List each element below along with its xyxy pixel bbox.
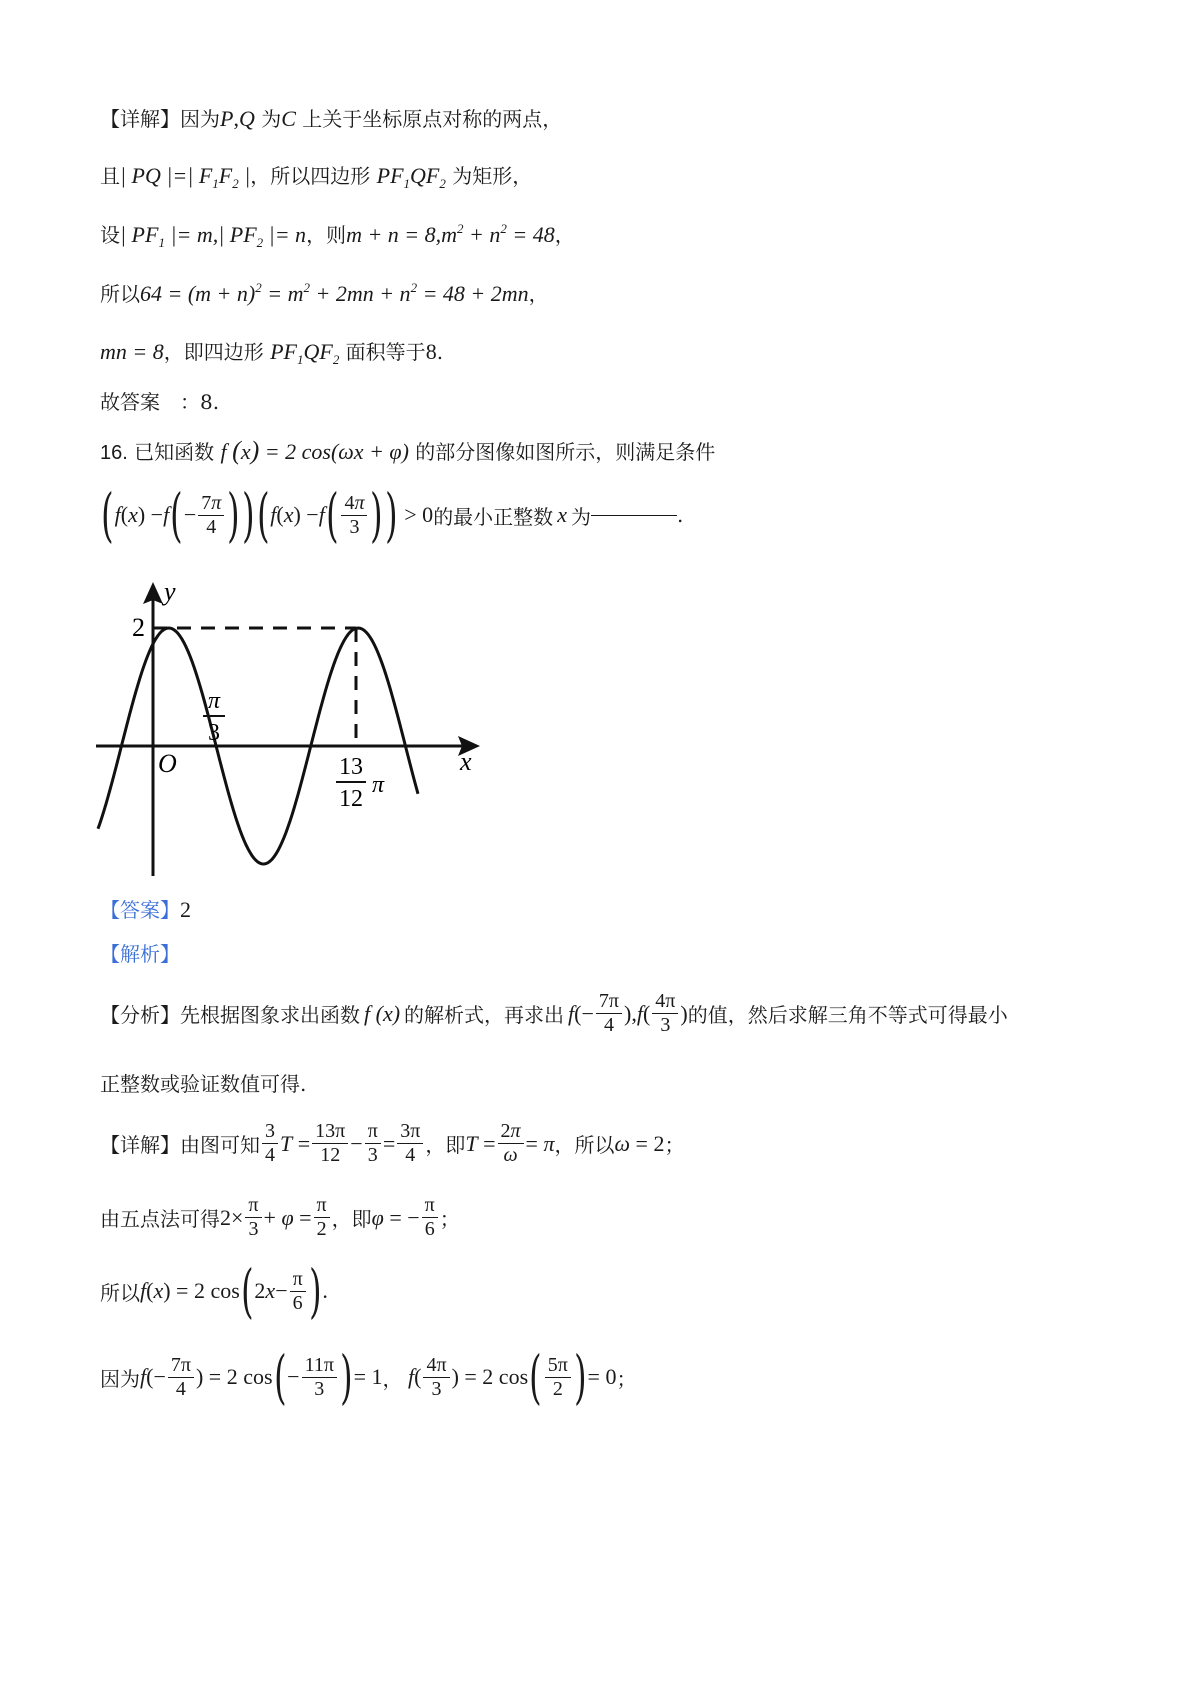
p16-sol-line3 (100, 1257, 328, 1325)
frac-4pi-3: $\frac{4\pi}{3}$ (652, 990, 678, 1037)
math: = (382, 1130, 396, 1156)
p16-stem (100, 436, 715, 466)
text: 的最小正整数 (433, 504, 554, 529)
analysis-line2: 正整数或验证数值可得. (100, 1072, 307, 1096)
frac-pi-3: $\frac{\pi}{3}$ (365, 1120, 381, 1167)
frac-2pi-omega: $\frac{2\pi}{\omega}$ (498, 1120, 524, 1167)
text: 为矩形， (445, 164, 533, 188)
math-pq-eq: | PQ |=| $F_1F_2$ | (120, 163, 251, 191)
p15-line1 (100, 103, 562, 132)
frac-pi-3: $\frac{\pi}{3}$ (245, 1194, 261, 1241)
p16-sol-line4 (100, 1343, 637, 1411)
text: ，即 (331, 1207, 372, 1231)
text: 由五点法可得 (100, 1207, 220, 1231)
math: ( (642, 1000, 651, 1026)
text: 且 (100, 164, 120, 188)
detail-label: 【详解】 (100, 107, 180, 131)
paren: ( (256, 481, 270, 549)
p15-line2 (100, 160, 532, 192)
peak-label-pi: π (372, 772, 385, 798)
origin-label: O (158, 749, 177, 778)
text: ， (554, 223, 575, 247)
paren: ( (325, 481, 339, 549)
paren: ) (573, 1343, 587, 1411)
frac-5pi-2: $\frac{5\pi}{2}$ (545, 1354, 571, 1401)
frac-7pi-4: $\frac{7\pi}{4}$ (198, 492, 224, 539)
math: > 0 (398, 502, 434, 527)
math-comma: , (233, 106, 239, 131)
frac-pi-2: $\frac{\pi}{2}$ (314, 1194, 330, 1241)
answer-value: 2 (180, 897, 191, 922)
text: 面积等于 (339, 340, 426, 364)
text: ，所以四边形 (250, 164, 377, 188)
max-value-label: 2 (132, 613, 145, 642)
math: ) − (137, 502, 164, 527)
paren: ) (227, 481, 240, 549)
math: x (153, 1278, 164, 1303)
analysis-label: 【解析】 (100, 942, 180, 966)
text: 所以 (100, 1280, 140, 1305)
paren: ( (529, 1343, 542, 1411)
math: π (543, 1130, 555, 1156)
answer-line (100, 894, 191, 923)
frac-pi-6: $\frac{\pi}{6}$ (290, 1268, 306, 1315)
math-mn-eqs: $m + n = 8,m^2 + n^2 = 48$ (346, 221, 555, 247)
text: . (436, 340, 444, 364)
detail-label: 【详解】 (100, 1133, 180, 1157)
math: f (270, 502, 277, 527)
math: φ (275, 1204, 300, 1230)
text: ，即 (425, 1133, 466, 1157)
zero-label-num: π (207, 688, 221, 714)
math: ) − (293, 502, 319, 527)
text: 的部分图像如图所示，则满足条件 (415, 440, 716, 464)
text: 的解析式，再求出 (404, 1003, 565, 1027)
text: 所以 (100, 282, 140, 306)
math-fx: f (x) (364, 1000, 401, 1026)
text: ， (382, 1366, 403, 1391)
math: ( (120, 502, 129, 527)
math-f: f (636, 1000, 643, 1026)
math: T (280, 1130, 298, 1156)
math: . (322, 1278, 328, 1303)
math: + (263, 1204, 276, 1230)
math: = (297, 1130, 311, 1156)
math: f (163, 502, 170, 527)
math: ) (680, 1000, 688, 1026)
p15-line5 (100, 336, 443, 368)
math-function-def: f (x) = 2 cos(ωx + φ) (220, 436, 409, 465)
math: − (183, 502, 197, 527)
text: ，则 (306, 223, 347, 247)
frac-3pi-4: $\frac{3\pi}{4}$ (397, 1120, 423, 1167)
text: 为 (254, 107, 282, 131)
math: f (114, 502, 121, 527)
math: ) = 2 cos (163, 1278, 240, 1303)
math: = 0 (587, 1364, 617, 1389)
math-8: 8 (425, 339, 437, 364)
zero-label-den: 3 (208, 720, 220, 746)
text: 已知函数 (134, 440, 215, 464)
analysis-body-label: 【分析】 (100, 1003, 180, 1027)
p15-line4 (100, 278, 549, 307)
p16-sol-line2 (100, 1194, 460, 1241)
math: − (350, 1130, 363, 1156)
math: − (287, 1364, 300, 1389)
p16-sol-line1 (100, 1120, 684, 1167)
y-axis-label: y (164, 578, 176, 606)
text: ； (439, 1207, 460, 1231)
math-mn-8: mn = 8 (100, 339, 164, 364)
answer-blank (591, 514, 677, 516)
paren: ( (170, 481, 183, 549)
math-pf1qf2: $PF_1QF_2$ (376, 163, 446, 191)
math-pf1qf2: $PF_1QF_2$ (270, 339, 340, 367)
math: = 1 (353, 1364, 383, 1389)
text: 设 (100, 223, 120, 247)
paren: ( (273, 1343, 287, 1411)
math: = (525, 1130, 544, 1156)
math: x (265, 1278, 276, 1303)
math: ( (414, 1364, 422, 1389)
math: f (140, 1278, 147, 1303)
paren: ( (101, 481, 114, 549)
answer-label: 【答案】 (100, 898, 180, 922)
math: = 2 (635, 1130, 665, 1156)
text: 的值，然后求解三角不等式可得最小 (687, 1003, 1008, 1027)
math: f (140, 1364, 147, 1389)
text: 为 (570, 504, 591, 529)
text: 因为 (100, 1366, 140, 1391)
frac-7pi-4: $\frac{7\pi}{4}$ (596, 990, 622, 1037)
frac-3-4: $\frac{3}{4}$ (262, 1120, 278, 1167)
paren: ) (242, 481, 255, 549)
analysis-line1 (100, 990, 1008, 1037)
paren: ( (240, 1257, 254, 1325)
math: ) = 2 cos (195, 1364, 273, 1389)
math-expand: $64 = (m + n)^2 = m^2 + 2mn + n^2 = 48 + 2mn$ (140, 280, 529, 306)
paren: ) (385, 481, 398, 549)
math: x (128, 502, 138, 527)
text: 由图可知 (180, 1133, 260, 1157)
peak-label-den: 12 (339, 786, 363, 812)
math: − (275, 1278, 288, 1303)
math: (− (146, 1364, 166, 1389)
text: 因为 (180, 107, 220, 131)
problem-number: 16. (100, 442, 128, 464)
peak-label-num: 13 (339, 754, 363, 780)
math-f: f (568, 1000, 575, 1026)
text: . (676, 503, 684, 527)
math: f (402, 1364, 415, 1389)
text: ， (528, 282, 549, 306)
math-q: Q (238, 106, 255, 131)
math: ) = 2 cos (451, 1364, 529, 1389)
frac-7pi-4: $\frac{7\pi}{4}$ (168, 1354, 194, 1401)
math-set-mn: | $PF_1$ |= m,| $PF_2$ |= n (120, 222, 307, 250)
math: x (283, 502, 294, 527)
x-axis-label: x (460, 747, 472, 776)
p16-condition (100, 481, 684, 549)
math: = (299, 1204, 312, 1230)
frac-13pi-12: $\frac{13\pi}{12}$ (312, 1120, 348, 1167)
text: 上关于坐标原点对称的两点， (295, 107, 563, 131)
function-graph (96, 578, 496, 878)
frac-4pi-3: $\frac{4\pi}{3}$ (423, 1354, 449, 1401)
math: ( (146, 1278, 154, 1303)
text: ，所以 (554, 1133, 615, 1157)
math: 2× (220, 1204, 244, 1230)
math: φ (371, 1204, 390, 1230)
math-p: P (220, 106, 234, 131)
frac-11pi-3: $\frac{11\pi}{3}$ (302, 1354, 337, 1401)
p15-line3 (100, 219, 575, 251)
math: = − (389, 1204, 420, 1230)
paren: ) (370, 481, 384, 549)
math: (− (574, 1000, 594, 1026)
math: ), (624, 1000, 637, 1026)
math: T (465, 1130, 484, 1156)
math: 2 (254, 1278, 266, 1303)
math-x: x (557, 502, 567, 527)
math-c: C (281, 106, 296, 131)
paren: ) (308, 1257, 322, 1325)
text: 先根据图象求出函数 (180, 1003, 360, 1027)
frac-pi-6: $\frac{\pi}{6}$ (422, 1194, 438, 1241)
text: ； (664, 1133, 685, 1157)
math: ω (614, 1130, 636, 1156)
text: ，即四边形 (163, 340, 271, 364)
text: ； (616, 1366, 637, 1391)
paren: ) (340, 1343, 353, 1411)
frac-4pi-3: $\frac{4\pi}{3}$ (341, 492, 367, 539)
p15-answer-line: 故答案 ：8. (100, 390, 220, 414)
math: f (318, 502, 325, 527)
math: = (483, 1130, 496, 1156)
math: ( (276, 502, 284, 527)
